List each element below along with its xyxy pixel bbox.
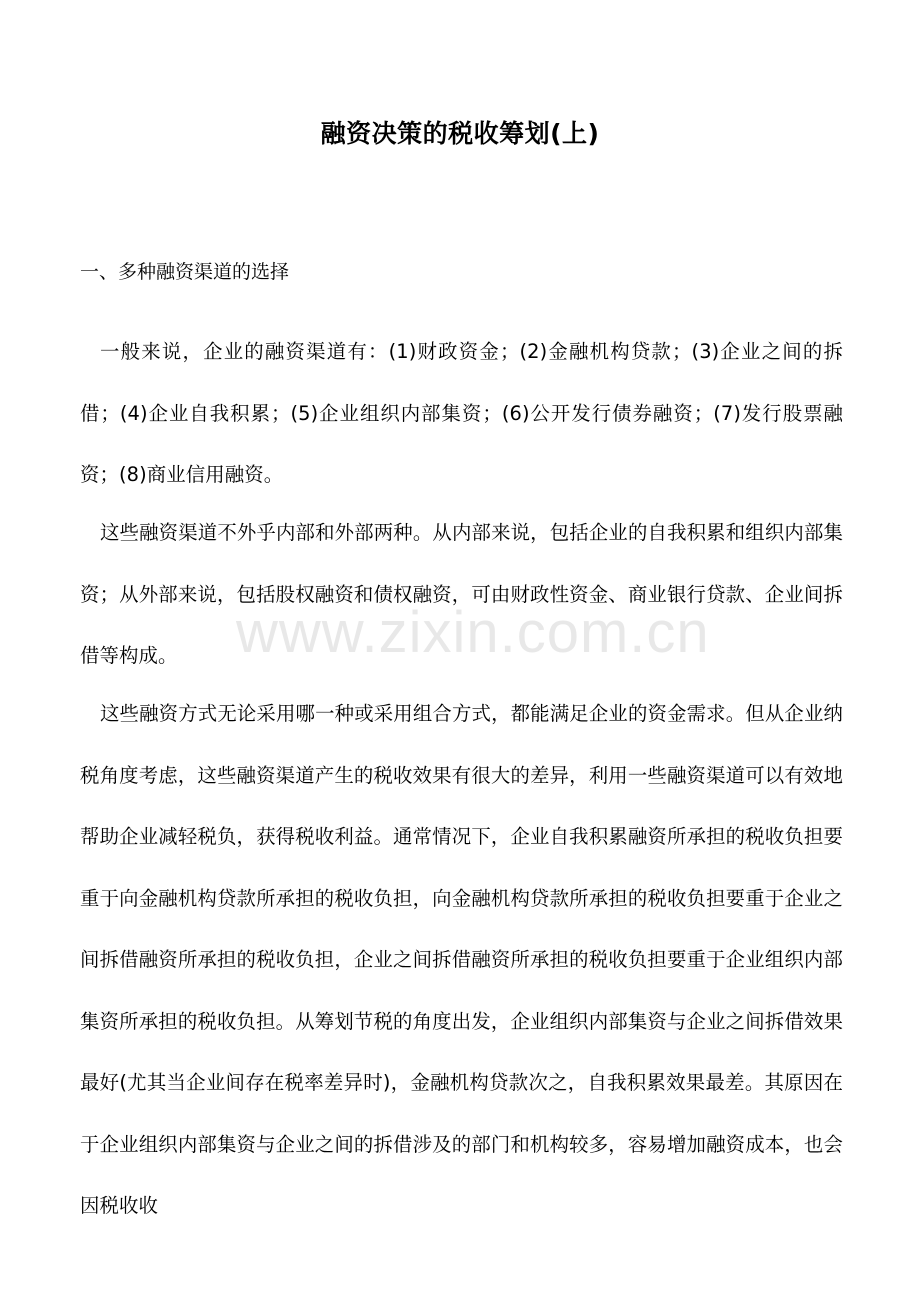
document-title: 融资决策的税收筹划(上) — [320, 119, 600, 148]
paragraph-internal-external: 这些融资渠道不外乎内部和外部两种。从内部来说，包括企业的自我积累和组织内部集资；从外部来说，包括股权融资和债权融资，可由财政性资金、商业银行贷款、企业间拆借等构成。 — [80, 521, 843, 668]
watermark-text: www.zixin.com.cn — [236, 600, 710, 665]
paragraph-tax-effects: 这些融资方式无论采用哪一种或采用组合方式，都能满足企业的资金需求。但从企业纳税角度考虑，这些融资渠道产生的税收效果有很大的差异，利用一些融资渠道可以有效地帮助企业减轻税负，获得税收利益。通常情况下，企业自我积累融资所承担的税收负担要重于向金融机构贷款所承担的税收负担，向金融机构贷款所承担的税收负担要重于企业之间拆借融资所承担的税收负担，企业之间拆借融资所承担的税收负担要重于企业组织内部集资所承担的税收负担。从筹划节税的角度出发，企业组织内部集资与企业之间拆借效果最好(尤其当企业间存在税率差异时)，金融机构贷款次之，自我积累效果最差。其原因在于企业组织内部集资与企业之间的拆借涉及的部门和机构较多，容易增加融资成本，也会因税收收 — [80, 702, 843, 1218]
paragraph-financing-channels: 一般来说，企业的融资渠道有：(1)财政资金；(2)金融机构贷款；(3)企业之间的拆借；(4)企业自我积累；(5)企业组织内部集资；(6)公开发行债券融资；(7)发行股票融资；(8)商业信用融资。 — [80, 340, 843, 487]
section-heading: 一、多种融资渠道的选择 — [80, 261, 290, 283]
